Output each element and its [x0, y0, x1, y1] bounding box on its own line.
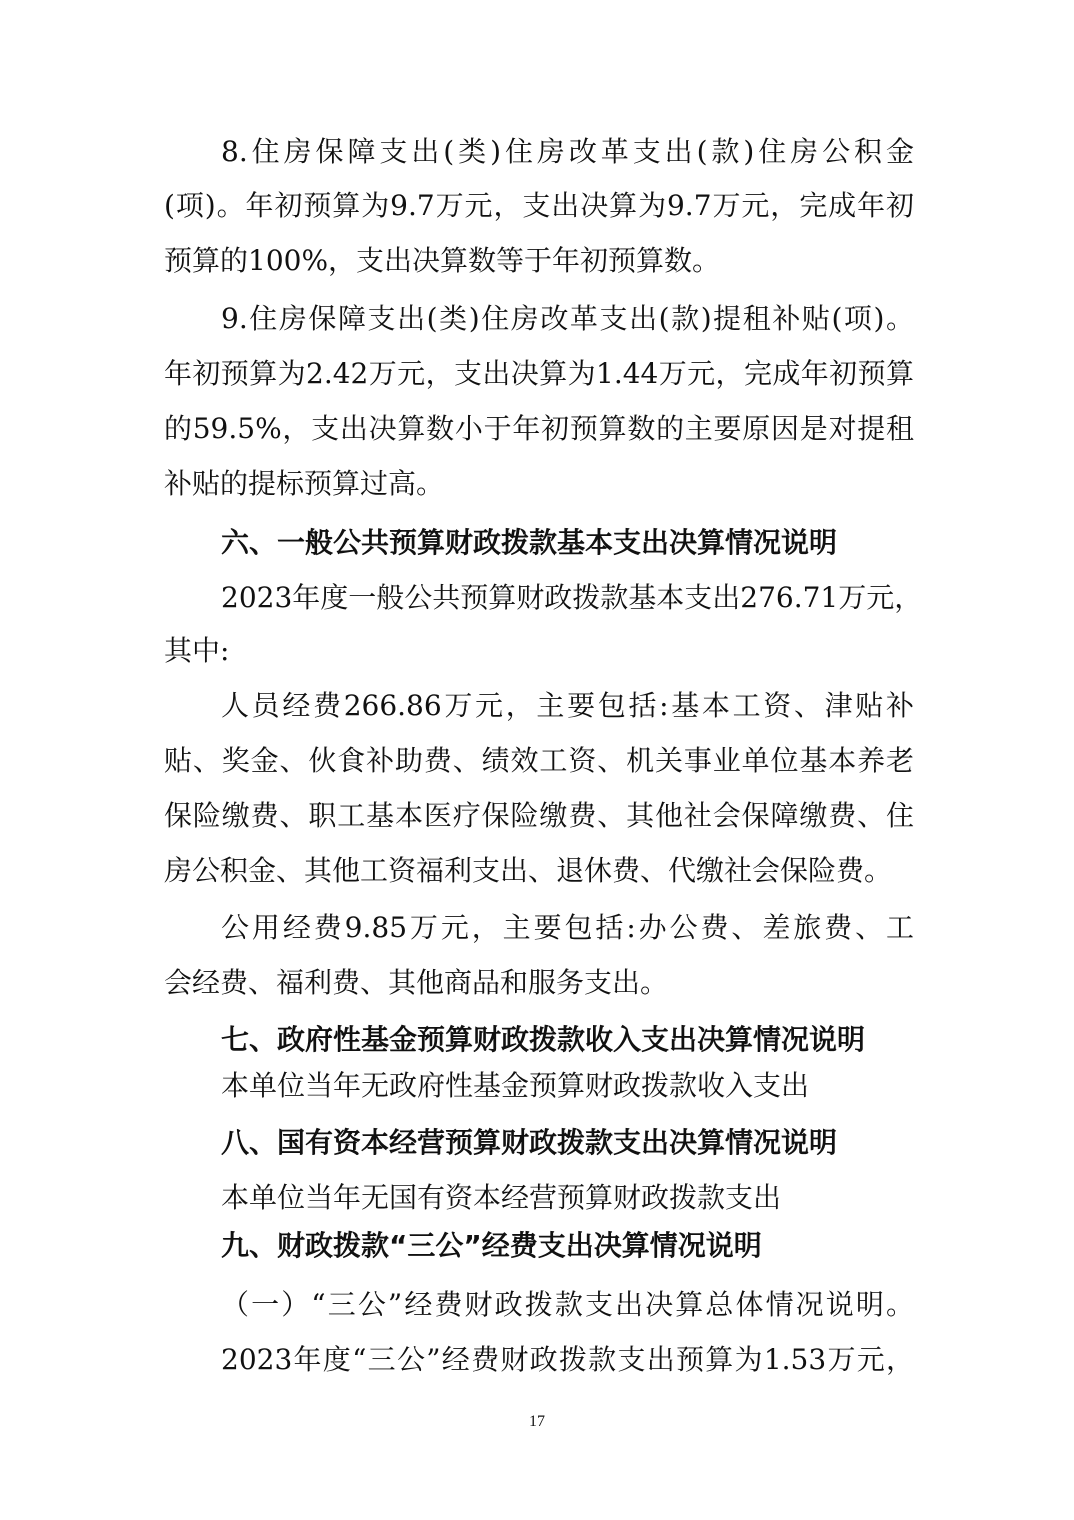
paragraph-line: 的59.5%，支出决算数小于年初预算数的主要原因是对提租: [164, 412, 914, 445]
paragraph-line: 预算的100%，支出决算数等于年初预算数。: [164, 244, 721, 277]
section-heading: 八、国有资本经营预算财政拨款支出决算情况说明: [221, 1126, 838, 1159]
paragraph-line: 2023年度“三公”经费财政拨款支出预算为1.53万元，: [221, 1343, 914, 1376]
section-heading: 九、财政拨款“三公”经费支出决算情况说明: [221, 1229, 762, 1262]
paragraph-line: 本单位当年无国有资本经营预算财政拨款支出: [221, 1181, 782, 1214]
paragraph-line: 年初预算为2.42万元，支出决算为1.44万元，完成年初预算: [164, 357, 914, 390]
paragraph-line: 8.住房保障支出(类)住房改革支出(款)住房公积金: [221, 135, 914, 168]
paragraph-line: 房公积金、其他工资福利支出、退休费、代缴社会保险费。: [164, 854, 893, 887]
paragraph-line: 9.住房保障支出(类)住房改革支出(款)提租补贴(项)。: [221, 302, 914, 335]
paragraph-line: 本单位当年无政府性基金预算财政拨款收入支出: [221, 1069, 810, 1102]
paragraph-line: 补贴的提标预算过高。: [164, 467, 445, 500]
paragraph-line: 贴、奖金、伙食补助费、绩效工资、机关事业单位基本养老: [164, 744, 914, 777]
section-heading: 六、一般公共预算财政拨款基本支出决算情况说明: [221, 526, 838, 559]
paragraph-line: 人员经费266.86万元，主要包括:基本工资、津贴补: [221, 689, 914, 722]
section-heading: 七、政府性基金预算财政拨款收入支出决算情况说明: [221, 1023, 866, 1056]
subsection-heading: （一）“三公”经费财政拨款支出决算总体情况说明。: [221, 1288, 914, 1321]
page-number: 17: [529, 1413, 545, 1430]
paragraph-line: 会经费、福利费、其他商品和服务支出。: [164, 966, 669, 999]
paragraph-line: 2023年度一般公共预算财政拨款基本支出276.71万元，: [221, 581, 923, 614]
paragraph-line: 公用经费9.85万元，主要包括:办公费、差旅费、工: [221, 911, 914, 944]
paragraph-line: (项)。年初预算为9.7万元，支出决算为9.7万元，完成年初: [164, 189, 914, 222]
paragraph-line: 其中:: [164, 634, 230, 667]
paragraph-line: 保险缴费、职工基本医疗保险缴费、其他社会保障缴费、住: [164, 799, 914, 832]
